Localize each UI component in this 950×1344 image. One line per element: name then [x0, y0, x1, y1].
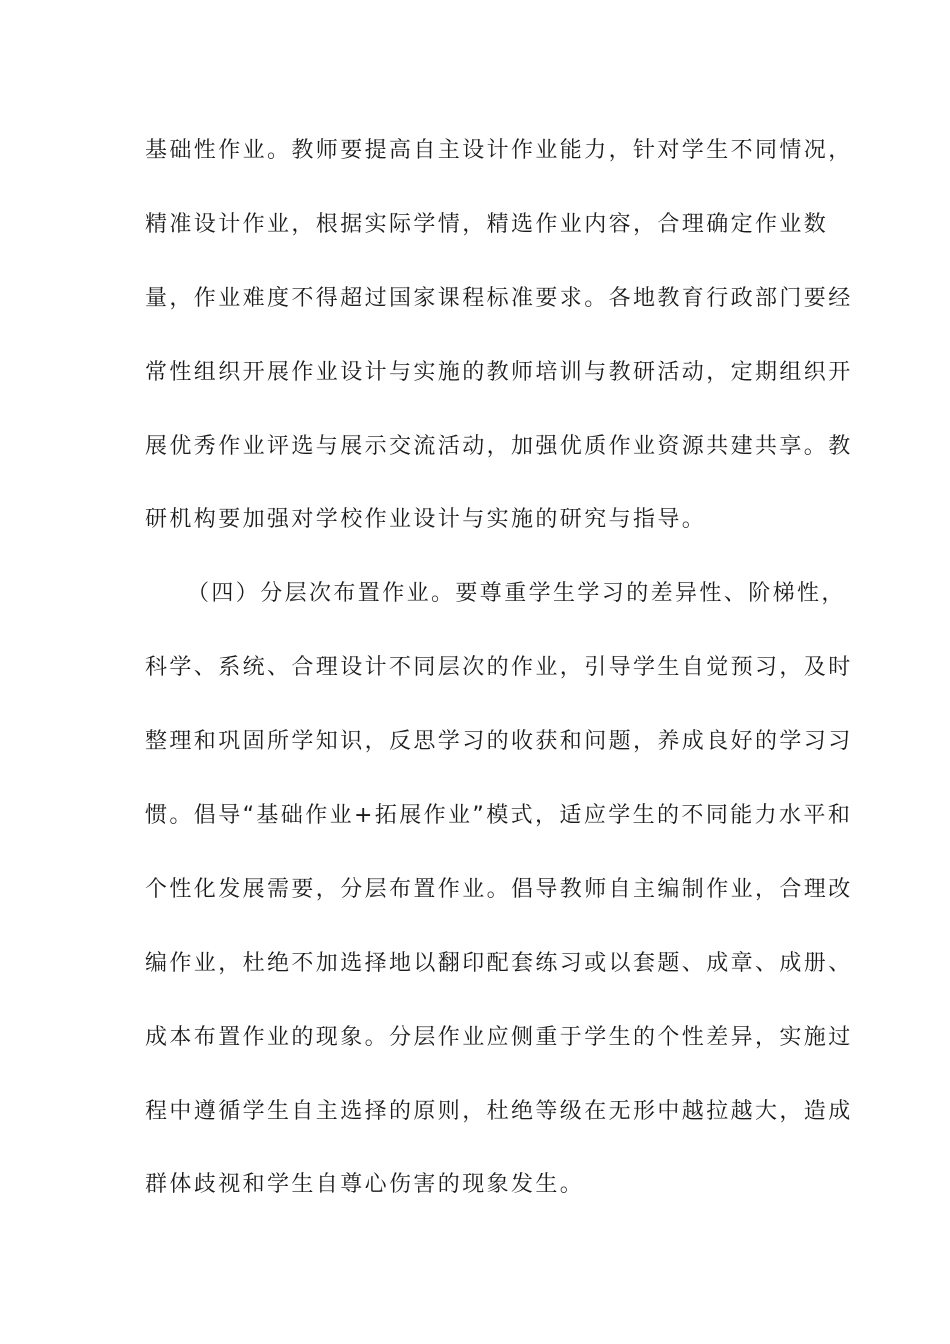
paragraph-line: 展优秀作业评选与展示交流活动，加强优质作业资源共建共享。教 — [145, 433, 853, 459]
paragraph-line: 量，作业难度不得超过国家课程标准要求。各地教育行政部门要经 — [145, 285, 853, 311]
paragraph-line: 编作业，杜绝不加选择地以翻印配套练习或以套题、成章、成册、 — [145, 950, 853, 976]
paragraph-line: 惯。倡导“基础作业+拓展作业”模式，适应学生的不同能力水平和 — [145, 803, 853, 829]
section-heading-line: （四）分层次布置作业。要尊重学生学习的差异性、阶梯性， — [187, 581, 846, 607]
paragraph-line: 研机构要加强对学校作业设计与实施的研究与指导。 — [145, 507, 707, 533]
paragraph-line: 科学、系统、合理设计不同层次的作业，引导学生自觉预习，及时 — [145, 655, 853, 681]
paragraph-line: 精准设计作业，根据实际学情，精选作业内容，合理确定作业数 — [145, 211, 829, 237]
paragraph-line: 常性组织开展作业设计与实施的教师培训与教研活动，定期组织开 — [145, 359, 853, 385]
paragraph-line: 成本布置作业的现象。分层作业应侧重于学生的个性差异，实施过 — [145, 1024, 853, 1050]
paragraph-line: 程中遵循学生自主选择的原则，杜绝等级在无形中越拉越大，造成 — [145, 1098, 853, 1124]
paragraph-line: 整理和巩固所学知识，反思学习的收获和问题，养成良好的学习习 — [145, 729, 853, 755]
paragraph-line: 基础性作业。教师要提高自主设计作业能力，针对学生不同情况， — [145, 138, 853, 163]
paragraph-line: 个性化发展需要，分层布置作业。倡导教师自主编制作业，合理改 — [145, 876, 853, 902]
paragraph-line: 群体歧视和学生自尊心伤害的现象发生。 — [145, 1172, 585, 1198]
document-body — [145, 127, 853, 1235]
